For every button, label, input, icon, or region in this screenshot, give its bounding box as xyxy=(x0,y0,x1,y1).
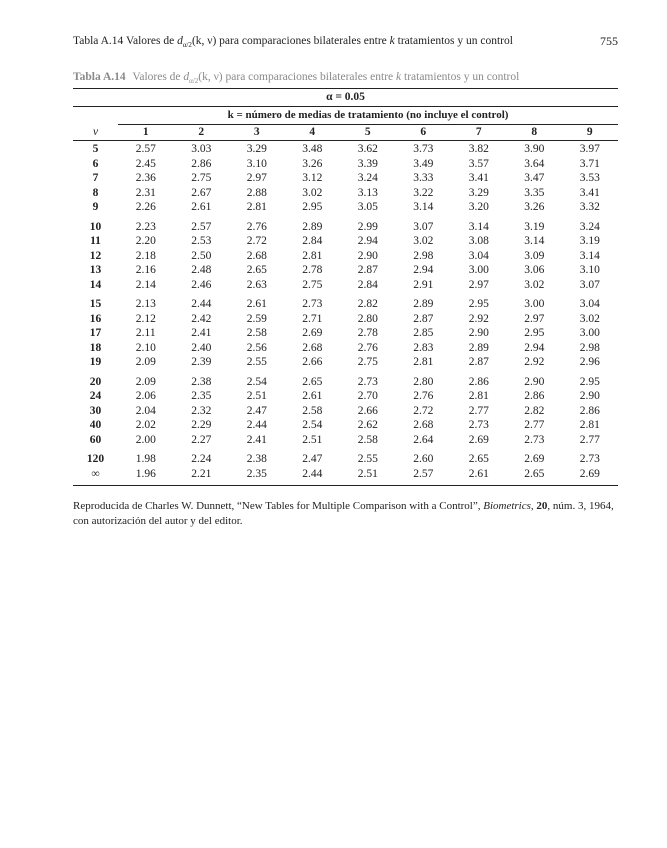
value-cell: 2.39 xyxy=(191,356,212,368)
value-cell: 3.02 xyxy=(413,235,434,247)
value-cell: 2.13 xyxy=(135,298,156,310)
value-cell: 2.86 xyxy=(579,404,600,417)
value-cell: 2.54 xyxy=(302,419,323,431)
value-cell: 3.48 xyxy=(302,143,323,155)
nu-cell: 5 xyxy=(92,143,99,155)
value-cell: 2.65 xyxy=(302,375,323,388)
value-cell: 2.78 xyxy=(357,327,378,339)
value-cell: 2.27 xyxy=(191,433,212,446)
value-cell: 2.81 xyxy=(246,201,267,213)
table-row xyxy=(73,433,618,448)
value-cell: 3.10 xyxy=(246,157,267,170)
value-cell: 2.61 xyxy=(302,390,323,402)
value-cell: 3.03 xyxy=(191,143,212,155)
value-cell: 3.19 xyxy=(579,235,600,247)
value-cell: 2.51 xyxy=(357,467,378,480)
table-row xyxy=(73,200,618,215)
k-header: k = número de medias de tratamiento (no incluye el control) xyxy=(227,109,509,121)
value-cell: 2.58 xyxy=(302,404,323,417)
value-cell: 2.61 xyxy=(246,298,267,310)
value-cell: 2.35 xyxy=(191,390,212,402)
value-cell: 2.14 xyxy=(135,278,156,291)
alpha-label: α = 0.05 xyxy=(326,91,365,103)
nu-cell: 16 xyxy=(89,312,102,325)
table-row xyxy=(73,326,618,341)
table-body xyxy=(73,141,618,485)
nu-cell: 17 xyxy=(89,327,102,339)
value-cell: 2.65 xyxy=(524,467,545,480)
source-sep: , xyxy=(530,500,534,512)
value-cell: 2.75 xyxy=(357,356,378,368)
value-cell: 2.89 xyxy=(468,341,489,354)
table-row xyxy=(73,355,618,370)
value-cell: 3.57 xyxy=(468,157,489,170)
value-cell: 2.58 xyxy=(357,433,378,446)
value-cell: 2.76 xyxy=(413,390,434,402)
value-cell: 3.47 xyxy=(524,172,545,184)
value-cell: 3.02 xyxy=(579,312,600,325)
value-cell: 2.02 xyxy=(135,419,156,431)
value-cell: 2.95 xyxy=(524,327,545,339)
page-number: 755 xyxy=(600,34,618,48)
table-row xyxy=(73,249,618,264)
value-cell: 3.41 xyxy=(579,186,600,199)
table-row xyxy=(73,418,618,433)
running-head-text-pre: Valores de xyxy=(125,35,175,47)
value-cell: 2.69 xyxy=(579,467,600,480)
nu-cell: 8 xyxy=(92,186,99,199)
nu-header: ν xyxy=(92,126,99,138)
col-header: 5 xyxy=(364,126,371,138)
value-cell: 2.97 xyxy=(524,312,545,325)
col-header: 8 xyxy=(531,126,538,138)
value-cell: 2.50 xyxy=(191,249,212,262)
value-cell: 2.77 xyxy=(524,419,545,431)
value-cell: 3.04 xyxy=(579,298,600,310)
value-cell: 1.98 xyxy=(135,453,156,465)
value-cell: 2.82 xyxy=(524,404,545,417)
nu-cell: 12 xyxy=(89,249,102,262)
value-cell: 2.77 xyxy=(468,404,489,417)
table-row xyxy=(73,278,618,293)
value-cell: 2.66 xyxy=(357,404,378,417)
caption-k: k xyxy=(396,71,402,83)
value-cell: 3.71 xyxy=(579,157,600,170)
value-cell: 2.58 xyxy=(246,327,267,339)
caption-text-pre: Valores de xyxy=(132,71,181,83)
value-cell: 2.95 xyxy=(468,298,489,310)
value-cell: 3.14 xyxy=(579,249,600,262)
value-cell: 2.41 xyxy=(191,327,212,339)
value-cell: 2.73 xyxy=(468,419,489,431)
value-cell: 3.07 xyxy=(413,220,434,233)
value-cell: 3.06 xyxy=(524,264,545,276)
value-cell: 3.00 xyxy=(524,298,545,310)
value-cell: 2.65 xyxy=(468,453,489,465)
value-cell: 3.26 xyxy=(524,201,545,213)
value-cell: 2.51 xyxy=(302,433,323,446)
col-header: 6 xyxy=(420,126,427,138)
caption-label: Tabla A.14 xyxy=(73,71,126,83)
value-cell: 3.24 xyxy=(579,220,600,233)
dunnett-table xyxy=(73,88,618,486)
value-cell: 2.18 xyxy=(135,249,156,262)
value-cell: 2.42 xyxy=(191,312,212,325)
value-cell: 3.07 xyxy=(579,278,600,291)
value-cell: 2.67 xyxy=(191,186,212,199)
value-cell: 3.32 xyxy=(579,201,600,213)
value-cell: 2.44 xyxy=(246,419,267,431)
value-cell: 3.13 xyxy=(357,186,378,199)
nu-cell: 40 xyxy=(89,419,102,431)
row-group xyxy=(73,141,618,219)
value-cell: 2.94 xyxy=(357,235,378,247)
caption-text-end: tratamientos y un control xyxy=(404,71,520,83)
value-cell: 2.69 xyxy=(524,453,545,465)
value-cell: 3.08 xyxy=(468,235,489,247)
running-head-subscript: α/2 xyxy=(182,41,192,49)
value-cell: 2.73 xyxy=(524,433,545,446)
value-cell: 2.55 xyxy=(246,356,267,368)
value-cell: 2.80 xyxy=(357,312,378,325)
col-header: 9 xyxy=(586,126,593,138)
value-cell: 2.86 xyxy=(468,375,489,388)
value-cell: 2.29 xyxy=(191,419,212,431)
value-cell: 2.61 xyxy=(468,467,489,480)
value-cell: 2.69 xyxy=(468,433,489,446)
value-cell: 2.06 xyxy=(135,390,156,402)
column-header-row xyxy=(73,125,618,140)
value-cell: 2.90 xyxy=(579,390,600,402)
value-cell: 3.62 xyxy=(357,143,378,155)
value-cell: 2.92 xyxy=(468,312,489,325)
table-row xyxy=(73,186,618,201)
value-cell: 3.33 xyxy=(413,172,434,184)
table-row xyxy=(73,312,618,327)
nu-cell: 30 xyxy=(89,404,102,417)
value-cell: 2.21 xyxy=(191,467,212,480)
table-bottom-rule xyxy=(73,485,618,486)
source-text-pre: Reproducida de Charles W. Dunnett, “New Tables for Multiple Comparison with a Control”, xyxy=(73,500,481,512)
value-cell: 2.95 xyxy=(302,201,323,213)
value-cell: 2.04 xyxy=(135,404,156,417)
value-cell: 2.41 xyxy=(246,433,267,446)
table-row xyxy=(73,341,618,356)
value-cell: 2.90 xyxy=(468,327,489,339)
value-cell: 2.81 xyxy=(413,356,434,368)
running-head-k: k xyxy=(389,35,395,47)
nu-cell: 7 xyxy=(92,172,99,184)
running-head-text-end: tratamientos y un control xyxy=(397,35,513,47)
row-group xyxy=(73,374,618,452)
value-cell: 2.64 xyxy=(413,433,434,446)
value-cell: 2.86 xyxy=(524,390,545,402)
table-row xyxy=(73,142,618,157)
nu-cell: 24 xyxy=(89,390,102,402)
value-cell: 2.47 xyxy=(302,453,323,465)
value-cell: 3.35 xyxy=(524,186,545,199)
value-cell: 3.12 xyxy=(302,172,323,184)
table-row xyxy=(73,263,618,278)
row-group xyxy=(73,451,618,485)
value-cell: 2.92 xyxy=(524,356,545,368)
running-head xyxy=(73,33,618,49)
source-journal: Biometrics xyxy=(483,500,531,512)
caption-args: (k, ν) xyxy=(198,71,223,83)
table-caption xyxy=(73,70,618,89)
value-cell: 2.23 xyxy=(135,220,156,233)
value-cell: 2.89 xyxy=(413,298,434,310)
value-cell: 2.57 xyxy=(413,467,434,480)
value-cell: 2.00 xyxy=(135,433,156,446)
value-cell: 2.68 xyxy=(413,419,434,431)
value-cell: 2.57 xyxy=(135,143,156,155)
table-row xyxy=(73,467,618,482)
value-cell: 2.20 xyxy=(135,235,156,247)
value-cell: 2.73 xyxy=(357,375,378,388)
value-cell: 2.84 xyxy=(357,278,378,291)
value-cell: 3.10 xyxy=(579,264,600,276)
col-header: 2 xyxy=(198,126,205,138)
value-cell: 3.02 xyxy=(302,186,323,199)
value-cell: 3.90 xyxy=(524,143,545,155)
value-cell: 3.05 xyxy=(357,201,378,213)
value-cell: 2.55 xyxy=(357,453,378,465)
value-cell: 2.47 xyxy=(246,404,267,417)
value-cell: 2.86 xyxy=(191,157,212,170)
value-cell: 3.04 xyxy=(468,249,489,262)
nu-cell: 14 xyxy=(89,278,102,291)
value-cell: 2.09 xyxy=(135,356,156,368)
running-head-symbol: d xyxy=(177,35,183,47)
value-cell: 3.24 xyxy=(357,172,378,184)
value-cell: 2.51 xyxy=(246,390,267,402)
nu-cell: 18 xyxy=(89,341,102,354)
nu-cell: 15 xyxy=(89,298,102,310)
value-cell: 3.39 xyxy=(357,157,378,170)
value-cell: 2.84 xyxy=(302,235,323,247)
value-cell: 2.80 xyxy=(413,375,434,388)
value-cell: 2.88 xyxy=(246,186,267,199)
nu-cell: ∞ xyxy=(91,467,100,480)
value-cell: 2.56 xyxy=(246,341,267,354)
value-cell: 2.81 xyxy=(579,419,600,431)
source-note xyxy=(73,499,618,529)
table-row xyxy=(73,452,618,467)
value-cell: 2.85 xyxy=(413,327,434,339)
value-cell: 3.20 xyxy=(468,201,489,213)
value-cell: 2.66 xyxy=(302,356,323,368)
value-cell: 3.00 xyxy=(468,264,489,276)
value-cell: 2.83 xyxy=(413,341,434,354)
value-cell: 2.90 xyxy=(357,249,378,262)
value-cell: 3.41 xyxy=(468,172,489,184)
value-cell: 2.24 xyxy=(191,453,212,465)
table-row xyxy=(73,389,618,404)
value-cell: 2.44 xyxy=(191,298,212,310)
value-cell: 2.70 xyxy=(357,390,378,402)
col-header: 7 xyxy=(475,126,482,138)
value-cell: 2.69 xyxy=(302,327,323,339)
value-cell: 2.38 xyxy=(191,375,212,388)
value-cell: 2.97 xyxy=(468,278,489,291)
value-cell: 3.09 xyxy=(524,249,545,262)
value-cell: 2.82 xyxy=(357,298,378,310)
caption-text-post: para comparaciones bilaterales entre xyxy=(225,71,394,83)
table-row xyxy=(73,220,618,235)
value-cell: 3.29 xyxy=(468,186,489,199)
value-cell: 2.99 xyxy=(357,220,378,233)
value-cell: 2.81 xyxy=(468,390,489,402)
value-cell: 2.59 xyxy=(246,312,267,325)
value-cell: 3.00 xyxy=(579,327,600,339)
value-cell: 3.82 xyxy=(468,143,489,155)
value-cell: 2.10 xyxy=(135,341,156,354)
value-cell: 2.73 xyxy=(579,453,600,465)
nu-cell: 11 xyxy=(90,235,101,247)
value-cell: 2.26 xyxy=(135,201,156,213)
col-header: 1 xyxy=(142,126,149,138)
value-cell: 2.40 xyxy=(191,341,212,354)
value-cell: 2.32 xyxy=(191,404,212,417)
table-row xyxy=(73,375,618,390)
value-cell: 2.94 xyxy=(413,264,434,276)
value-cell: 2.46 xyxy=(191,278,212,291)
value-cell: 2.98 xyxy=(413,249,434,262)
value-cell: 2.94 xyxy=(524,341,545,354)
caption-subscript: α/2 xyxy=(189,77,199,85)
value-cell: 3.64 xyxy=(524,157,545,170)
value-cell: 2.73 xyxy=(302,298,323,310)
running-head-label: Tabla A.14 xyxy=(73,35,124,47)
value-cell: 2.57 xyxy=(191,220,212,233)
value-cell: 2.78 xyxy=(302,264,323,276)
caption-symbol: d xyxy=(183,71,190,83)
value-cell: 2.12 xyxy=(135,312,156,325)
nu-cell: 60 xyxy=(89,433,102,446)
value-cell: 3.14 xyxy=(524,235,545,247)
value-cell: 3.02 xyxy=(524,278,545,291)
nu-cell: 13 xyxy=(89,264,102,276)
value-cell: 2.45 xyxy=(135,157,156,170)
nu-cell: 20 xyxy=(89,375,102,388)
value-cell: 3.29 xyxy=(246,143,267,155)
value-cell: 2.72 xyxy=(413,404,434,417)
source-volume: 20 xyxy=(536,500,548,512)
value-cell: 3.49 xyxy=(413,157,434,170)
value-cell: 2.62 xyxy=(357,419,378,431)
value-cell: 3.73 xyxy=(413,143,434,155)
value-cell: 2.77 xyxy=(579,433,600,446)
value-cell: 2.95 xyxy=(579,375,600,388)
running-head-text-post: para comparaciones bilaterales entre xyxy=(219,35,387,47)
value-cell: 3.19 xyxy=(524,220,545,233)
value-cell: 2.97 xyxy=(246,172,267,184)
value-cell: 2.89 xyxy=(302,220,323,233)
value-cell: 3.14 xyxy=(413,201,434,213)
value-cell: 1.96 xyxy=(135,467,156,480)
table-row xyxy=(73,404,618,419)
value-cell: 2.53 xyxy=(191,235,212,247)
value-cell: 3.53 xyxy=(579,172,600,184)
value-cell: 2.68 xyxy=(302,341,323,354)
value-cell: 2.63 xyxy=(246,278,267,291)
value-cell: 2.91 xyxy=(413,278,434,291)
value-cell: 2.75 xyxy=(302,278,323,291)
value-cell: 2.81 xyxy=(302,249,323,262)
table-row xyxy=(73,171,618,186)
value-cell: 2.68 xyxy=(246,249,267,262)
value-cell: 2.44 xyxy=(302,467,323,480)
value-cell: 2.87 xyxy=(413,312,434,325)
value-cell: 2.61 xyxy=(191,201,212,213)
value-cell: 2.31 xyxy=(135,186,156,199)
source-text-post: , núm. 3, 1964, con autorización del autor y del editor. xyxy=(73,500,614,527)
value-cell: 2.48 xyxy=(191,264,212,276)
value-cell: 2.90 xyxy=(524,375,545,388)
value-cell: 2.76 xyxy=(357,341,378,354)
value-cell: 3.14 xyxy=(468,220,489,233)
nu-cell: 10 xyxy=(89,220,102,233)
value-cell: 2.71 xyxy=(302,312,323,325)
value-cell: 2.65 xyxy=(246,264,267,276)
col-header: 3 xyxy=(253,126,260,138)
value-cell: 2.72 xyxy=(246,235,267,247)
nu-cell: 120 xyxy=(86,453,105,465)
row-group xyxy=(73,296,618,374)
table-row xyxy=(73,157,618,172)
value-cell: 2.87 xyxy=(357,264,378,276)
value-cell: 2.60 xyxy=(413,453,434,465)
value-cell: 2.36 xyxy=(135,172,156,184)
value-cell: 2.16 xyxy=(135,264,156,276)
nu-cell: 19 xyxy=(89,356,102,368)
value-cell: 3.22 xyxy=(413,186,434,199)
nu-cell: 9 xyxy=(92,201,99,213)
nu-cell: 6 xyxy=(92,157,99,170)
table-row xyxy=(73,234,618,249)
row-group xyxy=(73,219,618,297)
value-cell: 2.75 xyxy=(191,172,212,184)
value-cell: 3.97 xyxy=(579,143,600,155)
running-head-args: (k, ν) xyxy=(191,35,217,47)
value-cell: 2.98 xyxy=(579,341,600,354)
value-cell: 2.35 xyxy=(246,467,267,480)
col-header: 4 xyxy=(309,126,316,138)
value-cell: 2.09 xyxy=(135,375,156,388)
value-cell: 2.96 xyxy=(579,356,600,368)
value-cell: 2.76 xyxy=(246,220,267,233)
value-cell: 2.38 xyxy=(246,453,267,465)
value-cell: 2.87 xyxy=(468,356,489,368)
table-row xyxy=(73,297,618,312)
value-cell: 3.26 xyxy=(302,157,323,170)
value-cell: 2.11 xyxy=(135,327,156,339)
value-cell: 2.54 xyxy=(246,375,267,388)
